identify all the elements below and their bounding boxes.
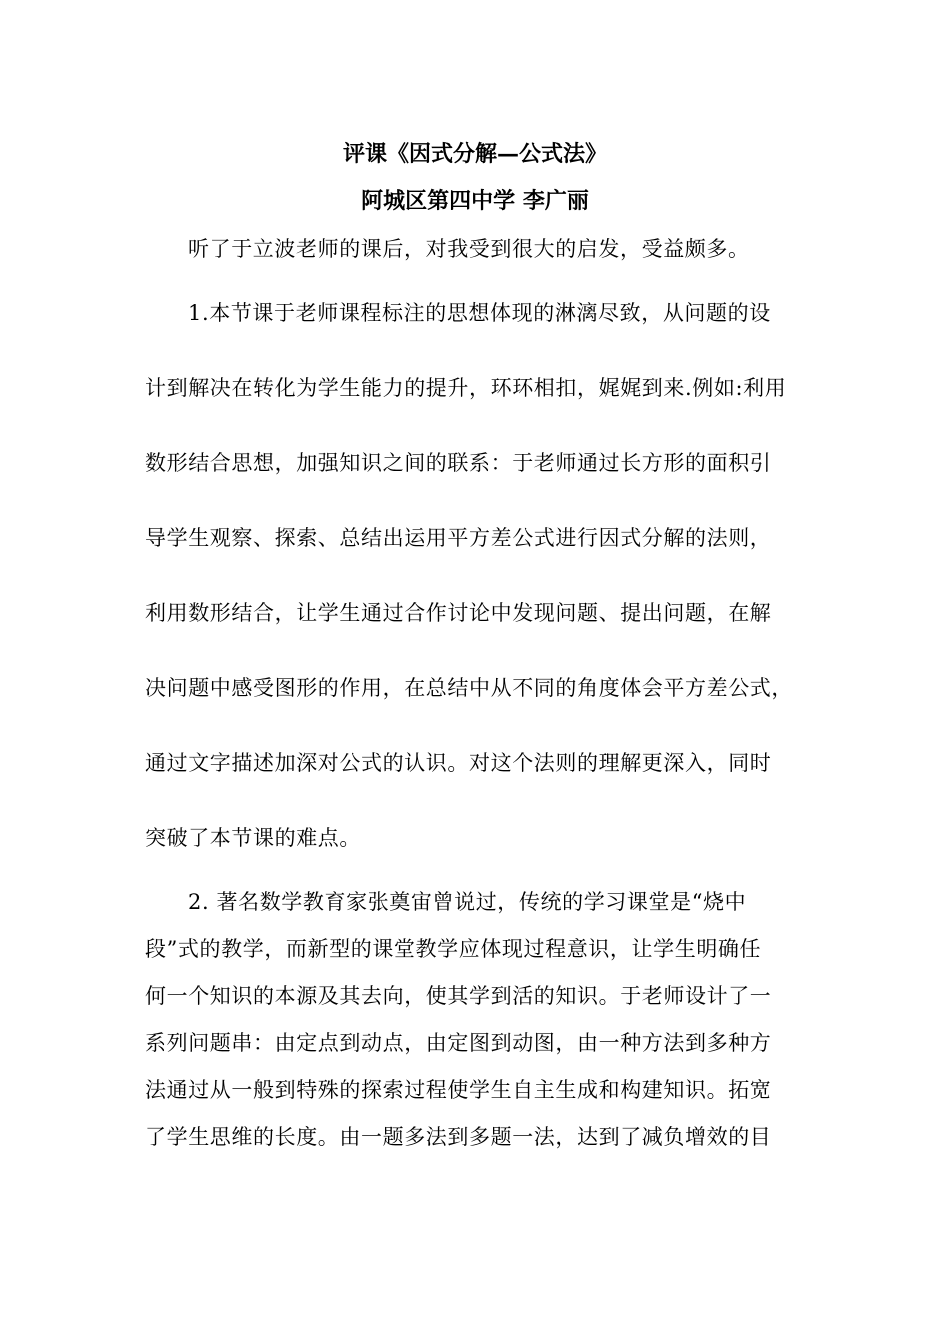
section2-line: 法通过从一般到特殊的探索过程使学生自主生成和构建知识。拓宽 bbox=[145, 1078, 772, 1102]
section2-line: 了学生思维的长度。由一题多法到多题一法，达到了减负增效的目 bbox=[145, 1125, 772, 1149]
section2-line: 2. 著名数学教育家张奠宙曾说过，传统的学习课堂是“烧中 bbox=[188, 890, 747, 914]
document-title: 评课《因式分解—公式法》 bbox=[342, 141, 607, 167]
section1-line: 突破了本节课的难点。 bbox=[145, 826, 361, 850]
section1-line: 导学生观察、探索、总结出运用平方差公式进行因式分解的法则， bbox=[145, 526, 772, 550]
section1-line: 通过文字描述加深对公式的认识。对这个法则的理解更深入，同时 bbox=[145, 751, 772, 775]
section2-line: 系列问题串：由定点到动点，由定图到动图，由一种方法到多种方 bbox=[145, 1031, 772, 1055]
section2-line: 何一个知识的本源及其去向，使其学到活的知识。于老师设计了一 bbox=[145, 984, 772, 1008]
section1-line: 数形结合思想，加强知识之间的联系：于老师通过长方形的面积引 bbox=[145, 451, 772, 475]
section1-line: 利用数形结合，让学生通过合作讨论中发现问题、提出问题，在解 bbox=[145, 601, 772, 625]
author-line: 阿城区第四中学 李广丽 bbox=[361, 188, 589, 214]
section1-line: 决问题中感受图形的作用，在总结中从不同的角度体会平方差公式， bbox=[145, 676, 793, 700]
section1-line: 计到解决在转化为学生能力的提升，环环相扣，娓娓到来.例如:利用 bbox=[145, 376, 787, 400]
intro-paragraph: 听了于立波老师的课后，对我受到很大的启发，受益颇多。 bbox=[188, 237, 750, 261]
section1-line: 1.本节课于老师课程标注的思想体现的淋漓尽致，从问题的设 bbox=[188, 301, 771, 325]
section2-line: 段”式的教学，而新型的课堂教学应体现过程意识，让学生明确任 bbox=[145, 937, 762, 961]
